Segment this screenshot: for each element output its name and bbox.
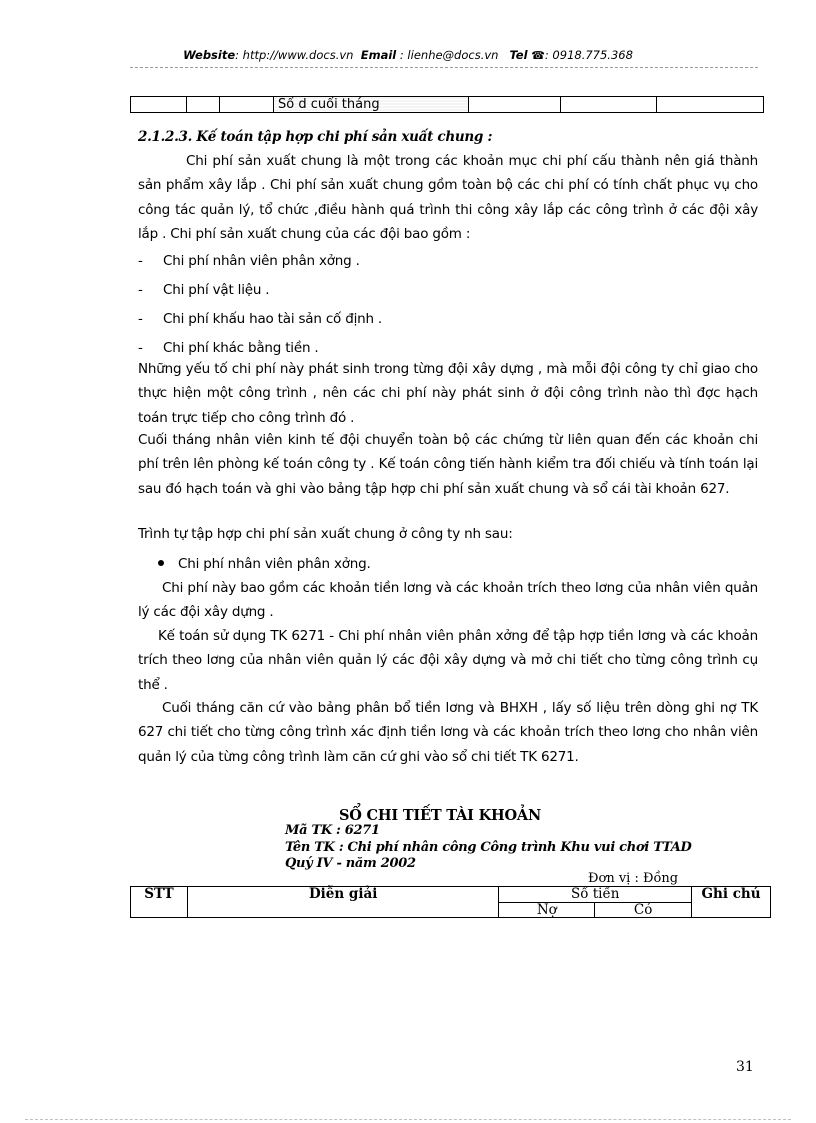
cost-list (138, 249, 758, 365)
carryover-table (130, 96, 764, 113)
col-debit: Nợ (499, 902, 595, 918)
page-number: 31 (736, 1059, 754, 1075)
unit-label: Đơn vị : Đồng (588, 871, 679, 886)
paragraph (138, 576, 758, 625)
paragraph (138, 624, 758, 697)
header-rule (130, 67, 758, 68)
tel-label: Tel (509, 48, 528, 62)
bullet-icon (158, 560, 164, 566)
bullet-text: Chi phí nhân viên phân xởng. (178, 556, 371, 572)
phone-icon: ☎ (531, 49, 545, 62)
paragraph: Cuối tháng nhân viên kinh tế đội chuyển toàn bộ các chứng từ liên quan đến các khoản chi phí trên lên phòng kế toán công ty . Kế toán công tiến hành kiểm tra đối chiếu và tính toán lại sau đó hạch toán và ghi vào bảng tập hợp chi phí sản xuất chung và sổ cái tài khoản 627. (138, 432, 758, 497)
col-amount: Số tiền (499, 887, 692, 903)
col-note: Ghi chú (692, 887, 771, 918)
table-row (131, 97, 764, 113)
paragraph (138, 696, 758, 769)
table-cell (469, 97, 561, 113)
paragraph: Trình tự tập hợp chi phí sản xuất chung ở công ty nh sau: (138, 526, 513, 542)
footer-rule (25, 1119, 791, 1120)
paragraph-text: Cuối tháng căn cứ vào bảng phân bổ tiền lơng và BHXH , lấy số liệu trên dòng ghi nợ TK 627 chi tiết cho từng công trình xác định tiền lơng và các khoản trích theo lơng cho nhân viên quản lý của từng công trình làm căn cứ ghi vào sổ chi tiết TK 6271. (138, 700, 758, 765)
list-item-text: Chi phí khấu hao tài sản cố định . (163, 311, 383, 327)
table-cell (187, 97, 220, 113)
list-item-text: Chi phí vật liệu . (163, 282, 270, 298)
website-value: : http://www.docs.vn (235, 48, 354, 62)
paragraph-text: Chi phí này bao gồm các khoản tiền lơng và các khoản trích theo lơng của nhân viên quản lý các đội xây dựng . (138, 580, 758, 621)
ledger-table (130, 886, 771, 918)
balance-cell: Số d cuối tháng (274, 97, 469, 113)
page-header (0, 48, 816, 62)
email-value: : lienhe@docs.vn (399, 48, 499, 62)
table-row (131, 887, 771, 903)
table-cell (561, 97, 657, 113)
col-credit: Có (595, 902, 692, 918)
table-cell (220, 97, 274, 113)
col-description: Diễn giải (187, 887, 498, 918)
intro-paragraph (138, 149, 758, 247)
period: Quý IV - năm 2002 (285, 856, 416, 871)
ledger-title: SỔ CHI TIẾT TÀI KHOẢN (339, 807, 542, 824)
list-item: - Chi phí vật liệu . (138, 278, 758, 307)
list-item: - Chi phí nhân viên phân xởng . (138, 249, 758, 278)
col-stt: STT (131, 887, 188, 918)
email-label: Email (360, 48, 397, 62)
paragraph: Những yếu tố chi phí này phát sinh trong từng đội xây dựng , mà mỗi đội công ty chỉ giao cho thực hiện một công trình , nên các chi phí này phát sinh ở đội công trình nào thì đợc hạch toán trực tiếp cho công trình đó . (138, 361, 758, 426)
bullet-item (158, 552, 758, 576)
account-code: Mã TK : 6271 (285, 823, 380, 838)
tel-value: : 0918.775.368 (544, 48, 633, 62)
list-item: - Chi phí khấu hao tài sản cố định . (138, 307, 758, 336)
paragraph-text: Kế toán sử dụng TK 6271 - Chi phí nhân viên phân xởng để tập hợp tiền lơng và các khoản trích theo lơng của nhân viên quản lý các đội xây dựng và mở chi tiết cho từng công trình cụ thể . (138, 628, 758, 693)
section-heading: 2.1.2.3. Kế toán tập hợp chi phí sản xuất chung : (138, 129, 493, 145)
list-item-text: Chi phí khác bằng tiền . (163, 340, 319, 356)
list-item-text: Chi phí nhân viên phân xởng . (163, 253, 360, 269)
list-item: - Chi phí khác bằng tiền . (138, 336, 758, 365)
account-name: Tên TK : Chi phí nhân công Công trình Khu vui chơi TTAD (285, 840, 692, 855)
website-label: Website (183, 48, 236, 62)
table-cell (657, 97, 764, 113)
intro-text: Chi phí sản xuất chung là một trong các khoản mục chi phí cấu thành nên giá thành sản phẩm xây lắp . Chi phí sản xuất chung gồm toàn bộ các chi phí có tính chất phục vụ cho công tác quản lý, tổ chức ,điều hành quá trình thi công xây lắp các công trình ở các đội xây lắp . Chi phí sản xuất chung của các đội bao gồm : (138, 153, 758, 243)
table-cell (131, 97, 187, 113)
